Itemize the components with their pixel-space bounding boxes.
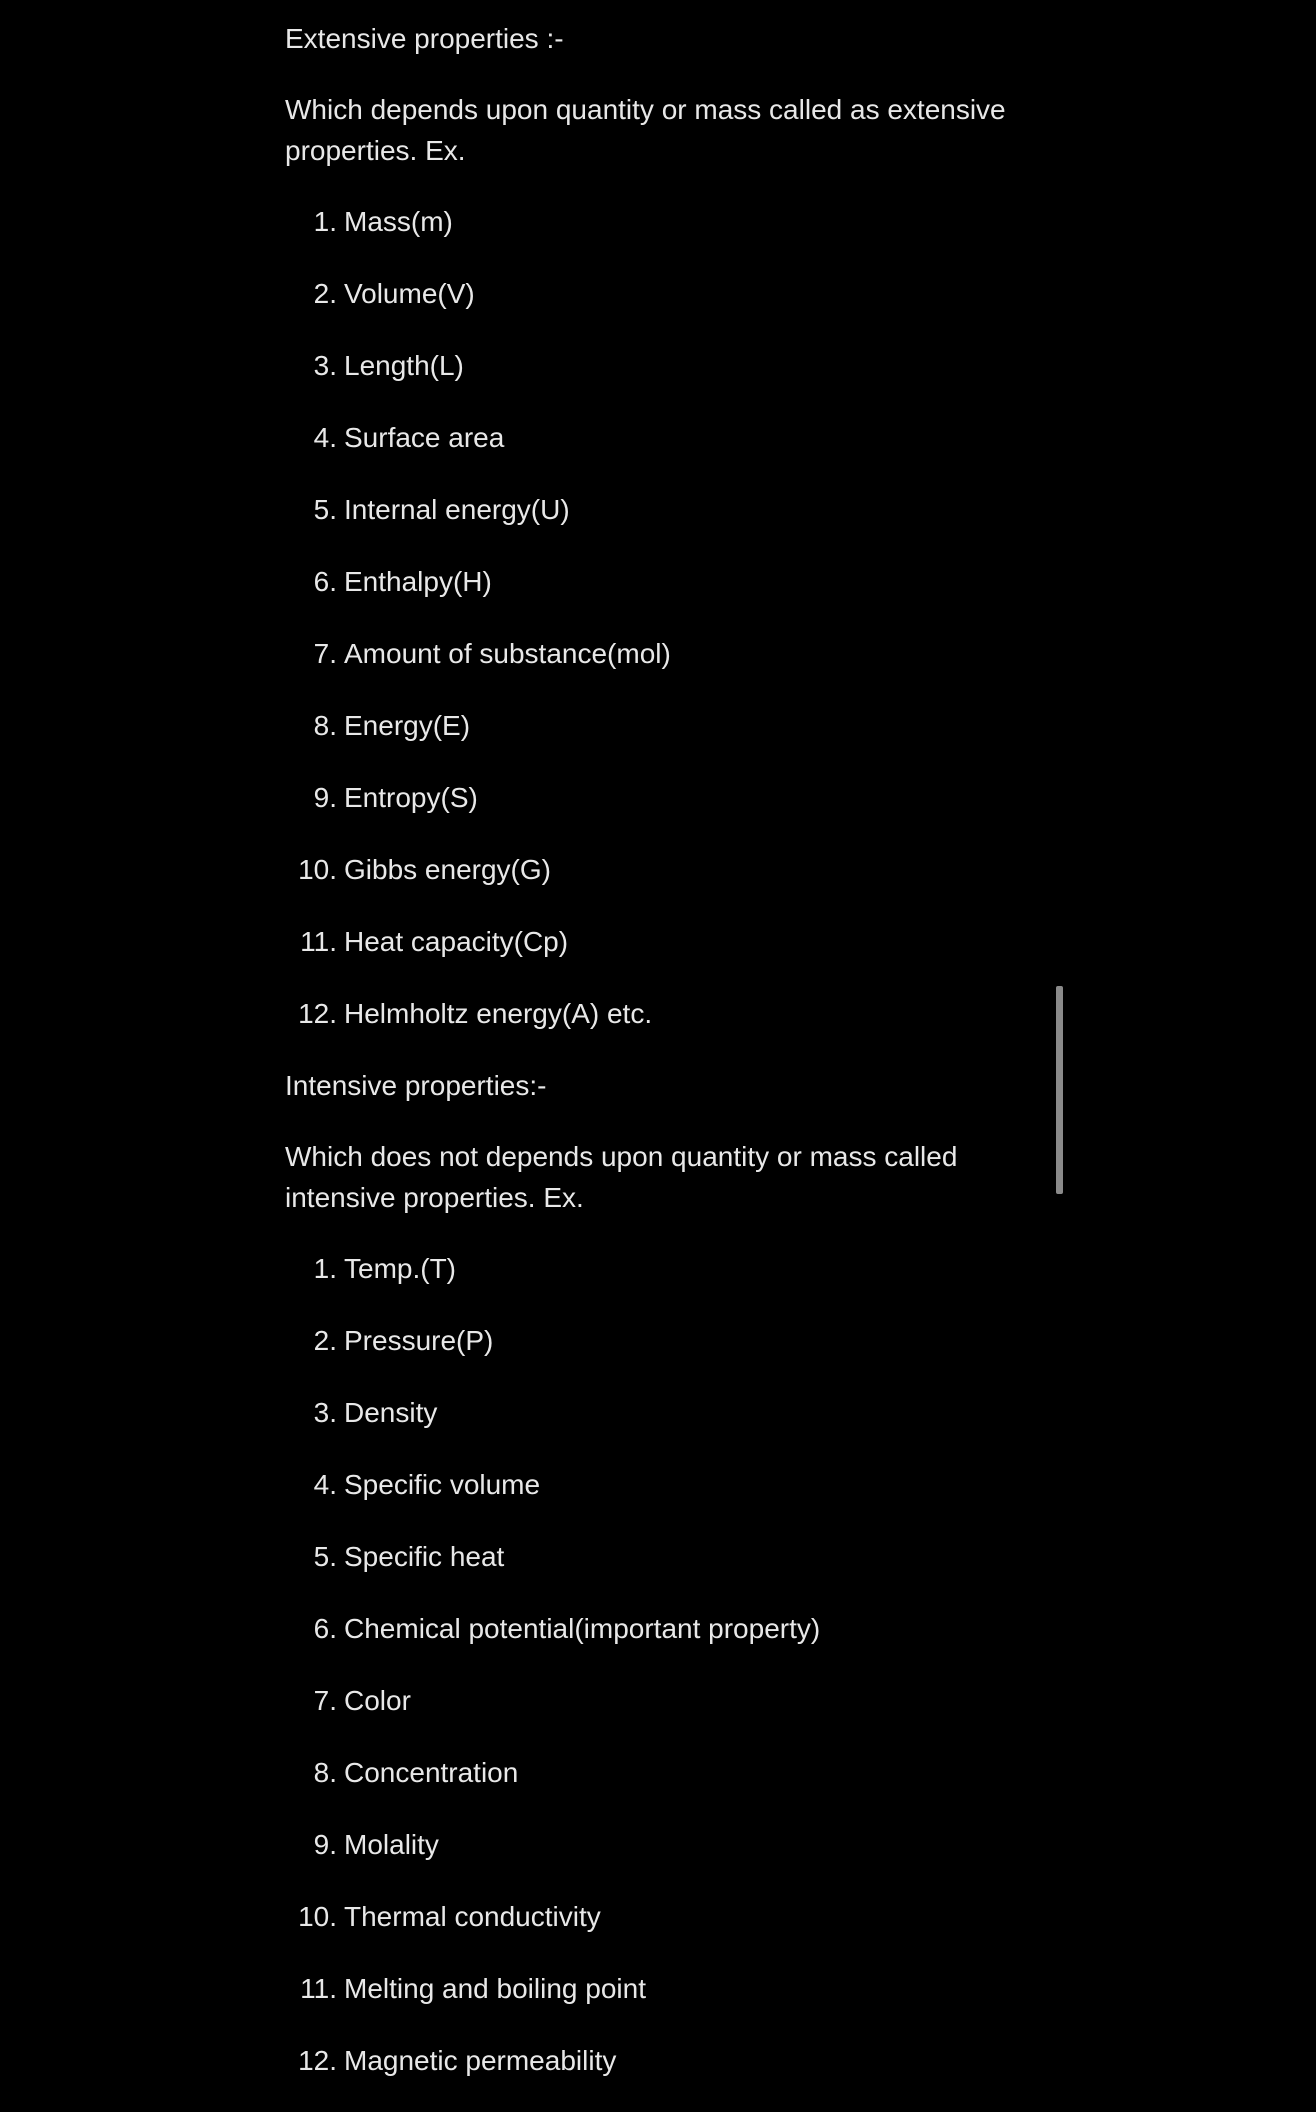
list-item-number: 7.	[313, 638, 337, 669]
list-item-number: 11.	[300, 1973, 337, 2004]
list-item-text: Length(L)	[344, 350, 464, 381]
list-item-number: 3.	[313, 1397, 337, 1428]
list-item-number: 10.	[298, 1901, 337, 1932]
list-item-number: 8.	[313, 1757, 337, 1788]
list-item	[285, 1536, 1025, 1577]
list-item-number: 8.	[313, 710, 337, 741]
list-item-text: Thermal conductivity	[344, 1901, 601, 1932]
list-item	[285, 417, 1025, 458]
list-item-text: Color	[344, 1685, 411, 1716]
list-item-text: Pressure(P)	[344, 1325, 494, 1356]
list-item	[285, 705, 1025, 746]
list-item-number: 1.	[313, 1253, 337, 1284]
list-item	[285, 345, 1025, 386]
list-item	[285, 1392, 1025, 1433]
list-item-number: 1.	[313, 206, 337, 237]
intensive-heading: Intensive properties:-	[285, 1070, 547, 1101]
list-item	[285, 993, 1025, 1034]
list-item-text: Helmholtz energy(A) etc.	[344, 998, 653, 1029]
list-item-text: Specific volume	[344, 1469, 541, 1500]
list-item-number: 5.	[313, 1541, 337, 1572]
list-item-number: 3.	[313, 350, 337, 381]
list-item-number: 9.	[313, 1829, 337, 1860]
list-item-number: 2.	[313, 278, 337, 309]
list-item	[285, 1464, 1025, 1505]
list-item	[285, 633, 1025, 674]
list-item	[285, 777, 1025, 818]
list-item	[285, 489, 1025, 530]
list-item-text: Chemical potential(important property)	[344, 1613, 821, 1644]
list-item	[285, 201, 1025, 242]
list-item	[285, 561, 1025, 602]
list-item	[285, 1896, 1025, 1937]
list-item-text: Volume(V)	[344, 278, 475, 309]
list-item-text: Internal energy(U)	[344, 494, 570, 525]
list-item-text: Energy(E)	[344, 710, 471, 741]
list-item-text: Concentration	[344, 1757, 519, 1788]
list-item-number: 7.	[313, 1685, 337, 1716]
list-item-text: Density	[344, 1397, 438, 1428]
list-item-text: Specific heat	[344, 1541, 505, 1572]
list-item	[285, 1824, 1025, 1865]
list-item	[285, 1680, 1025, 1721]
extensive-heading: Extensive properties :-	[285, 23, 564, 54]
list-item-text: Amount of substance(mol)	[344, 638, 671, 669]
list-item-text: Gibbs energy(G)	[344, 854, 551, 885]
intensive-description: Which does not depends upon quantity or mass called intensive properties. Ex.	[285, 1141, 958, 1213]
list-item-text: Molality	[344, 1829, 439, 1860]
list-item-text: Temp.(T)	[344, 1253, 456, 1284]
list-item	[285, 921, 1025, 962]
extensive-list	[285, 201, 1025, 1034]
list-item-number: 12.	[298, 998, 337, 1029]
list-item	[285, 2040, 1025, 2081]
list-item-number: 2.	[313, 1325, 337, 1356]
list-item-number: 11.	[300, 926, 337, 957]
intensive-list	[285, 1248, 1025, 2081]
list-item	[285, 1320, 1025, 1361]
list-item-text: Heat capacity(Cp)	[344, 926, 569, 957]
extensive-description: Which depends upon quantity or mass called as extensive properties. Ex.	[285, 94, 1006, 166]
list-item	[285, 1968, 1025, 2009]
list-item	[285, 1608, 1025, 1649]
list-item-number: 6.	[313, 1613, 337, 1644]
list-item-text: Entropy(S)	[344, 782, 478, 813]
list-item-text: Magnetic permeability	[344, 2045, 617, 2076]
list-item-number: 6.	[313, 566, 337, 597]
list-item	[285, 273, 1025, 314]
list-item-number: 4.	[313, 1469, 337, 1500]
list-item-text: Melting and boiling point	[344, 1973, 646, 2004]
list-item-number: 10.	[298, 854, 337, 885]
list-item-text: Enthalpy(H)	[344, 566, 492, 597]
list-item-number: 12.	[298, 2045, 337, 2076]
list-item	[285, 1752, 1025, 1793]
list-item-number: 9.	[313, 782, 337, 813]
list-item	[285, 1248, 1025, 1289]
list-item-text: Mass(m)	[344, 206, 453, 237]
list-item-number: 5.	[313, 494, 337, 525]
scrollbar-thumb[interactable]	[1056, 986, 1063, 1194]
document-body	[285, 18, 1025, 2112]
list-item-text: Surface area	[344, 422, 505, 453]
list-item-number: 4.	[313, 422, 337, 453]
list-item	[285, 849, 1025, 890]
